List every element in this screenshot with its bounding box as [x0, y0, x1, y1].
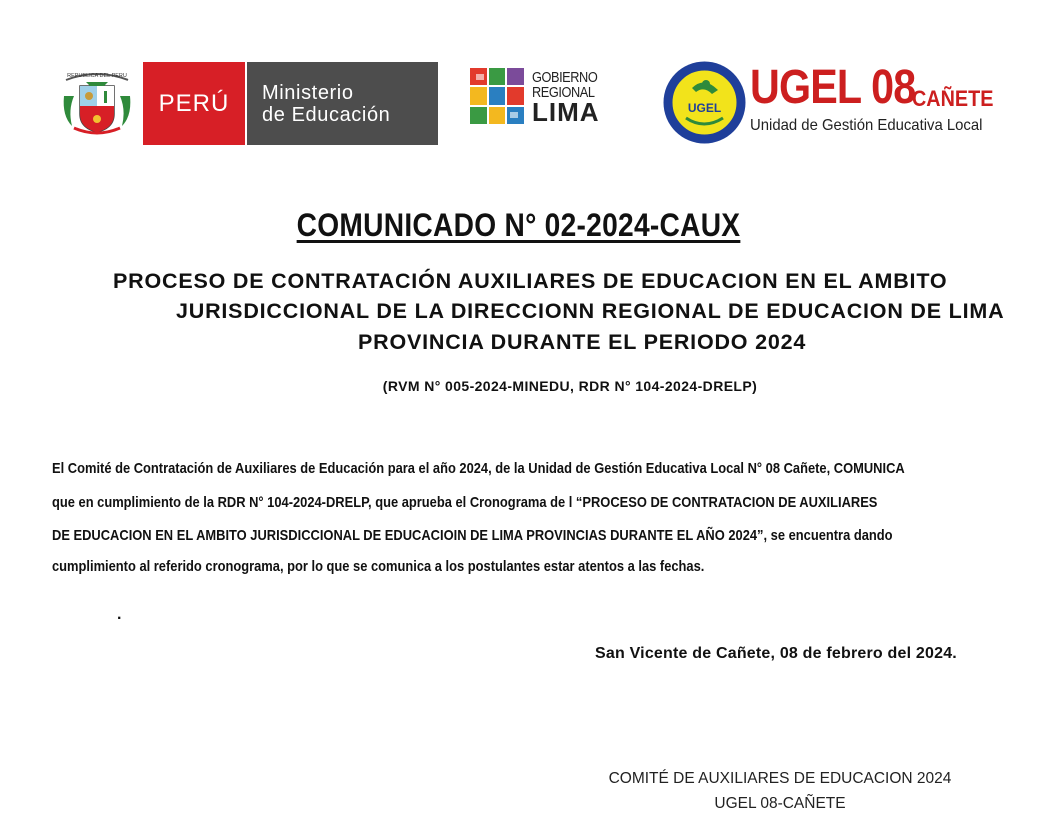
- peru-coat-of-arms-logo: [60, 66, 134, 138]
- gobierno-line-3: LIMA: [532, 97, 600, 127]
- gobierno-regional-lima-icon: [470, 68, 524, 124]
- ugel-tagline: Unidad de Gestión Educativa Local: [750, 117, 983, 134]
- ugel-city: CAÑETE: [912, 86, 994, 111]
- subtitle-line-1: PROCESO DE CONTRATACIÓN AUXILIARES DE EDUCACION EN EL AMBITO: [113, 269, 948, 293]
- gobierno-line-1: GOBIERNO: [532, 69, 598, 86]
- signature-line-1: COMITÉ DE AUXILIARES DE EDUCACION 2024: [608, 770, 952, 787]
- body-line-3: DE EDUCACION EN EL AMBITO JURISDICCIONAL DE EDUCACIOIN DE LIMA PROVINCIAS DURANTE EL AÑO 2024”, se encuentra dando: [52, 527, 893, 544]
- body-line-4: cumplimiento al referido cronograma, por lo que se comunica a los postulantes estar atentos a las fechas.: [52, 558, 705, 575]
- legal-references: (RVM N° 005-2024-MINEDU, RDR N° 104-2024-DRELP): [382, 378, 758, 394]
- body-line-1: El Comité de Contratación de Auxiliares de Educación para el año 2024, de la Unidad de Gestión Educativa Local N° 08 Cañete, COMUNICA: [52, 460, 905, 477]
- subtitle-line-2: JURISDICCIONAL DE LA DIRECCIONN REGIONAL DE EDUCACION DE LIMA: [176, 299, 1005, 323]
- document-title: COMUNICADO N° 02-2024-CAUX: [296, 207, 741, 243]
- ministry-brand-block: [247, 62, 438, 145]
- subtitle-line-3: PROVINCIA DURANTE EL PERIODO 2024: [358, 330, 807, 354]
- ugel-seal-text: UGEL: [687, 101, 722, 115]
- stray-mark: .: [117, 606, 122, 623]
- ministry-line-2: de Educación: [262, 104, 391, 126]
- place-and-date: San Vicente de Cañete, 08 de febrero del 2024.: [595, 645, 957, 662]
- peru-label: PERÚ: [158, 89, 230, 117]
- ugel-title: UGEL 08: [750, 61, 916, 114]
- signature-line-2: UGEL 08-CAÑETE: [714, 795, 846, 812]
- peru-brand-block: [143, 62, 245, 145]
- body-line-2: que en cumplimiento de la RDR N° 104-2024-DRELP, que aprueba el Cronograma de l “PROCESO DE CONTRATACION DE AUXILIARES: [52, 494, 878, 511]
- ugel-wordmark: [750, 61, 994, 114]
- ministry-line-1: Ministerio: [262, 82, 354, 104]
- ugel-seal-logo: [662, 60, 747, 145]
- gobierno-line-2: REGIONAL: [532, 84, 595, 101]
- gobierno-regional-wordmark: [532, 69, 609, 127]
- escudo-banner-text: REPUBLICA DEL PERU: [67, 73, 127, 79]
